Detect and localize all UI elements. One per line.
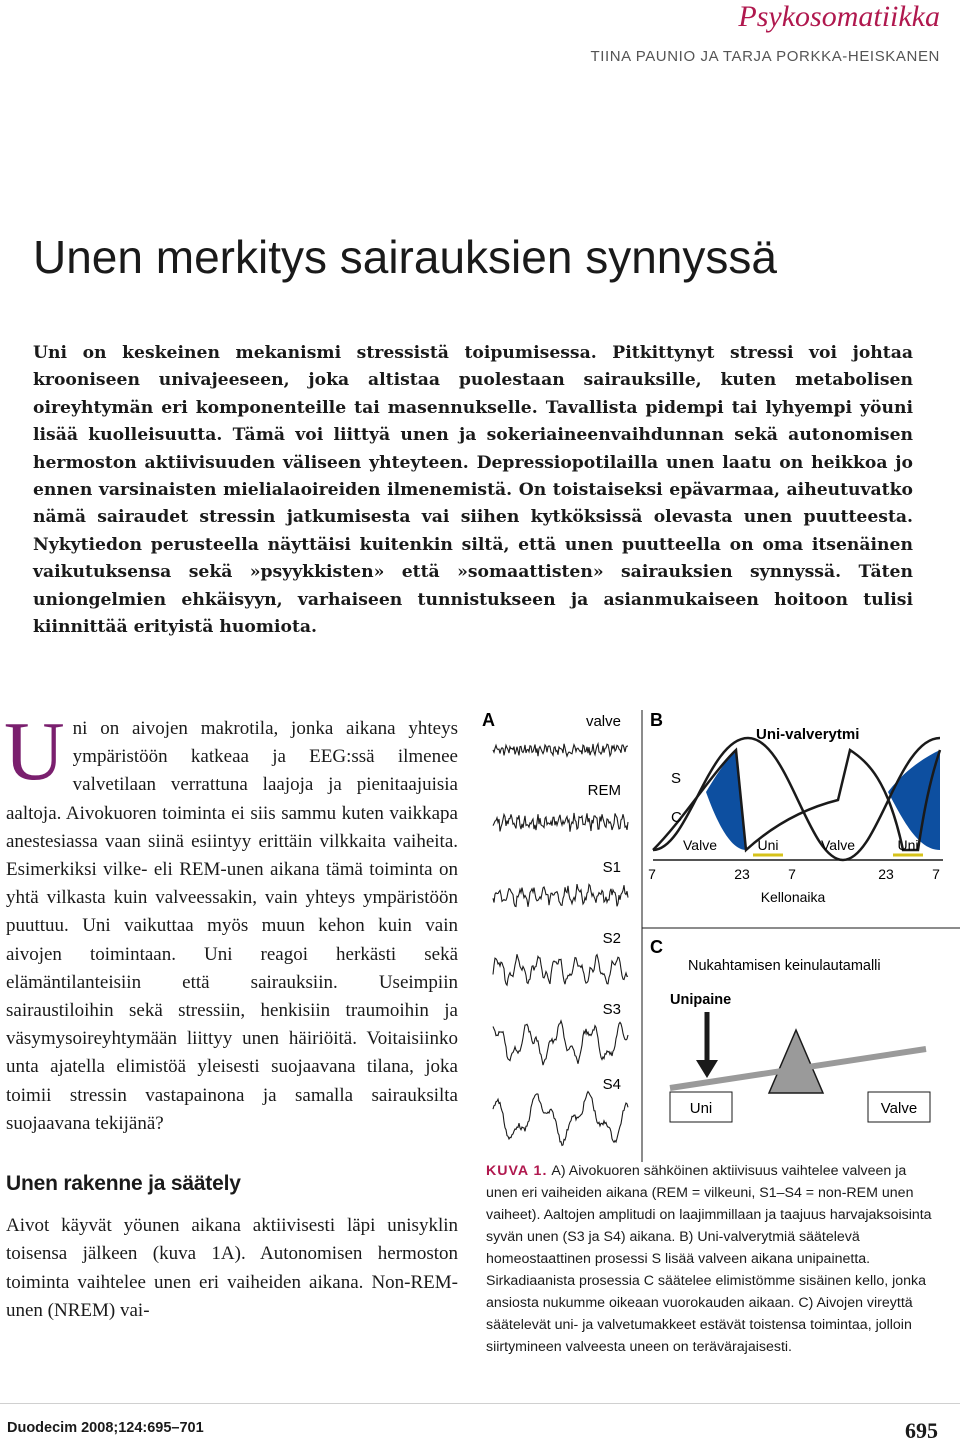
process-c-label: C [671, 809, 682, 826]
wake-box-label: Valve [880, 1100, 918, 1117]
time-tick-labels [648, 866, 940, 882]
caption-label: KUVA 1. [486, 1163, 548, 1179]
eeg-label-valve: valve [585, 713, 621, 730]
state-label-uni: Uni [897, 837, 919, 853]
eeg-trace-s3 [493, 1021, 628, 1065]
time-tick-label: 23 [878, 866, 894, 882]
pressure-arrow-head [696, 1060, 718, 1078]
paragraph-2: Aivot käyvät yöunen aikana aktiivisesti läpi unisyklin toisensa jälkeen (kuva 1A). Autonomisen hermoston toiminta vaihtelee unen eri vaiheiden aikana. Non-REM-unen (NREM) vai- [6, 1215, 458, 1321]
paragraph-1 [4, 705, 458, 1138]
eeg-trace-s2 [493, 954, 628, 985]
state-labels [683, 837, 923, 855]
panel-b-label: B [650, 710, 663, 730]
time-axis-label: Kellonaika [760, 889, 826, 905]
page-number: 695 [905, 1418, 938, 1443]
authors-line: TIINA PAUNIO JA TARJA PORKKA-HEISKANEN [590, 48, 940, 65]
abstract: Uni on keskeinen mekanismi stressistä toipumisessa. Pitkittynyt stressi voi johtaa krooniseen univajeeseen, joka altistaa puolestaan sairauksille, kuten metabolisen oireyhtymän eri komponenteille tai masennukselle. Tavallista pidempi tai lyhyempi yöuni lisää kuolleisuutta. Tämä voi liittyä unen ja sokeriaineenvaihdunnan sekä autonomisen hermoston aktiivisuuden väliseen yhteyteen. Depressiopotilailla unen laatu on heikkoa jo ennen varsinaisten mielialaoireiden ilmenemistä. On toistaiseksi epävarmaa, aiheutuvatko nämä sairaudet stressin jatkumisesta vai siihen kytköksissä olevasta unen puutteesta. Nykytiedon perusteella näyttäisi kuitenkin siltä, että unen puutteella on oma itsenäinen vaikutuksensa sekä »psyykkisten» että »somaattisten» sairauksien synnyssä. Täten uniongelmien ehkäisyyn, varhaiseen tunnistukseen ja asianmukaiseen hoitoon tulisi kiinnittää erityistä huomiota. [33, 343, 913, 638]
footer-rule [0, 1403, 960, 1404]
time-tick-label: 23 [734, 866, 750, 882]
eeg-traces [493, 713, 628, 1145]
time-tick-label: 7 [788, 866, 796, 882]
sleep-pressure-fill-2 [888, 750, 940, 850]
eeg-label-s2: S2 [602, 930, 621, 947]
figure-caption [486, 1160, 941, 1358]
state-label-valve: Valve [821, 837, 855, 853]
panel-a-label: A [482, 710, 495, 730]
seesaw-fulcrum [769, 1030, 823, 1093]
panel-c-label: C [650, 937, 663, 957]
figure-1 [478, 700, 960, 1162]
figure-svg [478, 700, 960, 1162]
body-column [4, 705, 458, 1325]
panel-c-title: Nukahtamisen keinulautamalli [688, 958, 881, 974]
eeg-trace-s1 [493, 884, 628, 907]
paragraph-1-text: ni on aivojen makrotila, jonka aikana yhteys ympäristöön katkeaa ja EEG:ssä ilmenee valvetilaan verrattuna laajoja ja pienitaajuisia aaltoja. Aivokuoren toiminta ei siis sammu kuten vaikkapa anestesiassa vaan siinä esiintyy erittäin vilkkaita vaiheita. Esimerkiksi vilke- eli REM-unen aikana tämä toiminta on yhtä vilkasta kuin valveessakin, vain yhteys ympäristöön puuttuu. Uni vaikuttaa myös muun kehon kuin vain aivojen toimintaan. Uni reagoi herkästi sekä elämäntilanteisiin että sairauksiin. Useimpiin sairaustiloihin sekä stressiin, henkisiin traumoihin ja väsymysoireyhtymään liittyy unen häiriöitä. Voitaisiinko unta ajatella elimistöä yleisesti suojaavana tilana, joka toimii stressin vastapainona ja samalla sairauksilta suojaavana tekijänä? [6, 718, 458, 1134]
sleep-pressure-label: Unipaine [670, 992, 732, 1008]
caption-text: A) Aivokuoren sähköinen aktiivisuus vaihtelee valveen ja unen eri vaiheiden aikana (REM = vilkeuni, S1–S4 = non-REM unen vaiheet). Aaltojen amplitudi on laajimmillaan ja taajuus harvajaksoisinta syvän unen (S3 ja S4) aikana. B) Uni-valverytmiä säätelevä homeostaattinen prosessi S lisää valveen aikana unipainetta. Sirkadiaanista prosessia C säätelee elimistömme sisäinen kello, jonka ansiosta nukumme oikeaan vuorokauden aikaan. C) Aivojen vireyttä säätelevät uni- ja valvetumakkeet estävät toistensa toimintaa, jolloin siirtymineen valveesta uneen on terävärajaisesti. [486, 1163, 932, 1355]
process-s-label: S [671, 770, 682, 787]
eeg-label-s3: S3 [602, 1001, 621, 1018]
time-tick-label: 7 [932, 866, 940, 882]
time-tick-label: 7 [648, 866, 656, 882]
eeg-label-s4: S4 [602, 1076, 621, 1093]
state-label-uni: Uni [757, 837, 779, 853]
sleep-box-label: Uni [689, 1100, 713, 1117]
eeg-trace-s4 [493, 1092, 628, 1146]
section-heading: Unen rakenne ja säätely [6, 1172, 241, 1196]
eeg-label-rem: REM [587, 782, 621, 799]
panel-b-title: Uni-valverytmi [756, 726, 860, 743]
eeg-label-s1: S1 [602, 859, 621, 876]
drop-cap: U [4, 705, 65, 798]
eeg-trace-valve [493, 744, 628, 756]
section-header: Psykosomatiikka [738, 0, 940, 33]
eeg-trace-rem [493, 813, 628, 832]
journal-citation: Duodecim 2008;124:695–701 [7, 1420, 204, 1436]
article-title: Unen merkitys sairauksien synnyssä [33, 231, 777, 283]
state-label-valve: Valve [683, 837, 717, 853]
